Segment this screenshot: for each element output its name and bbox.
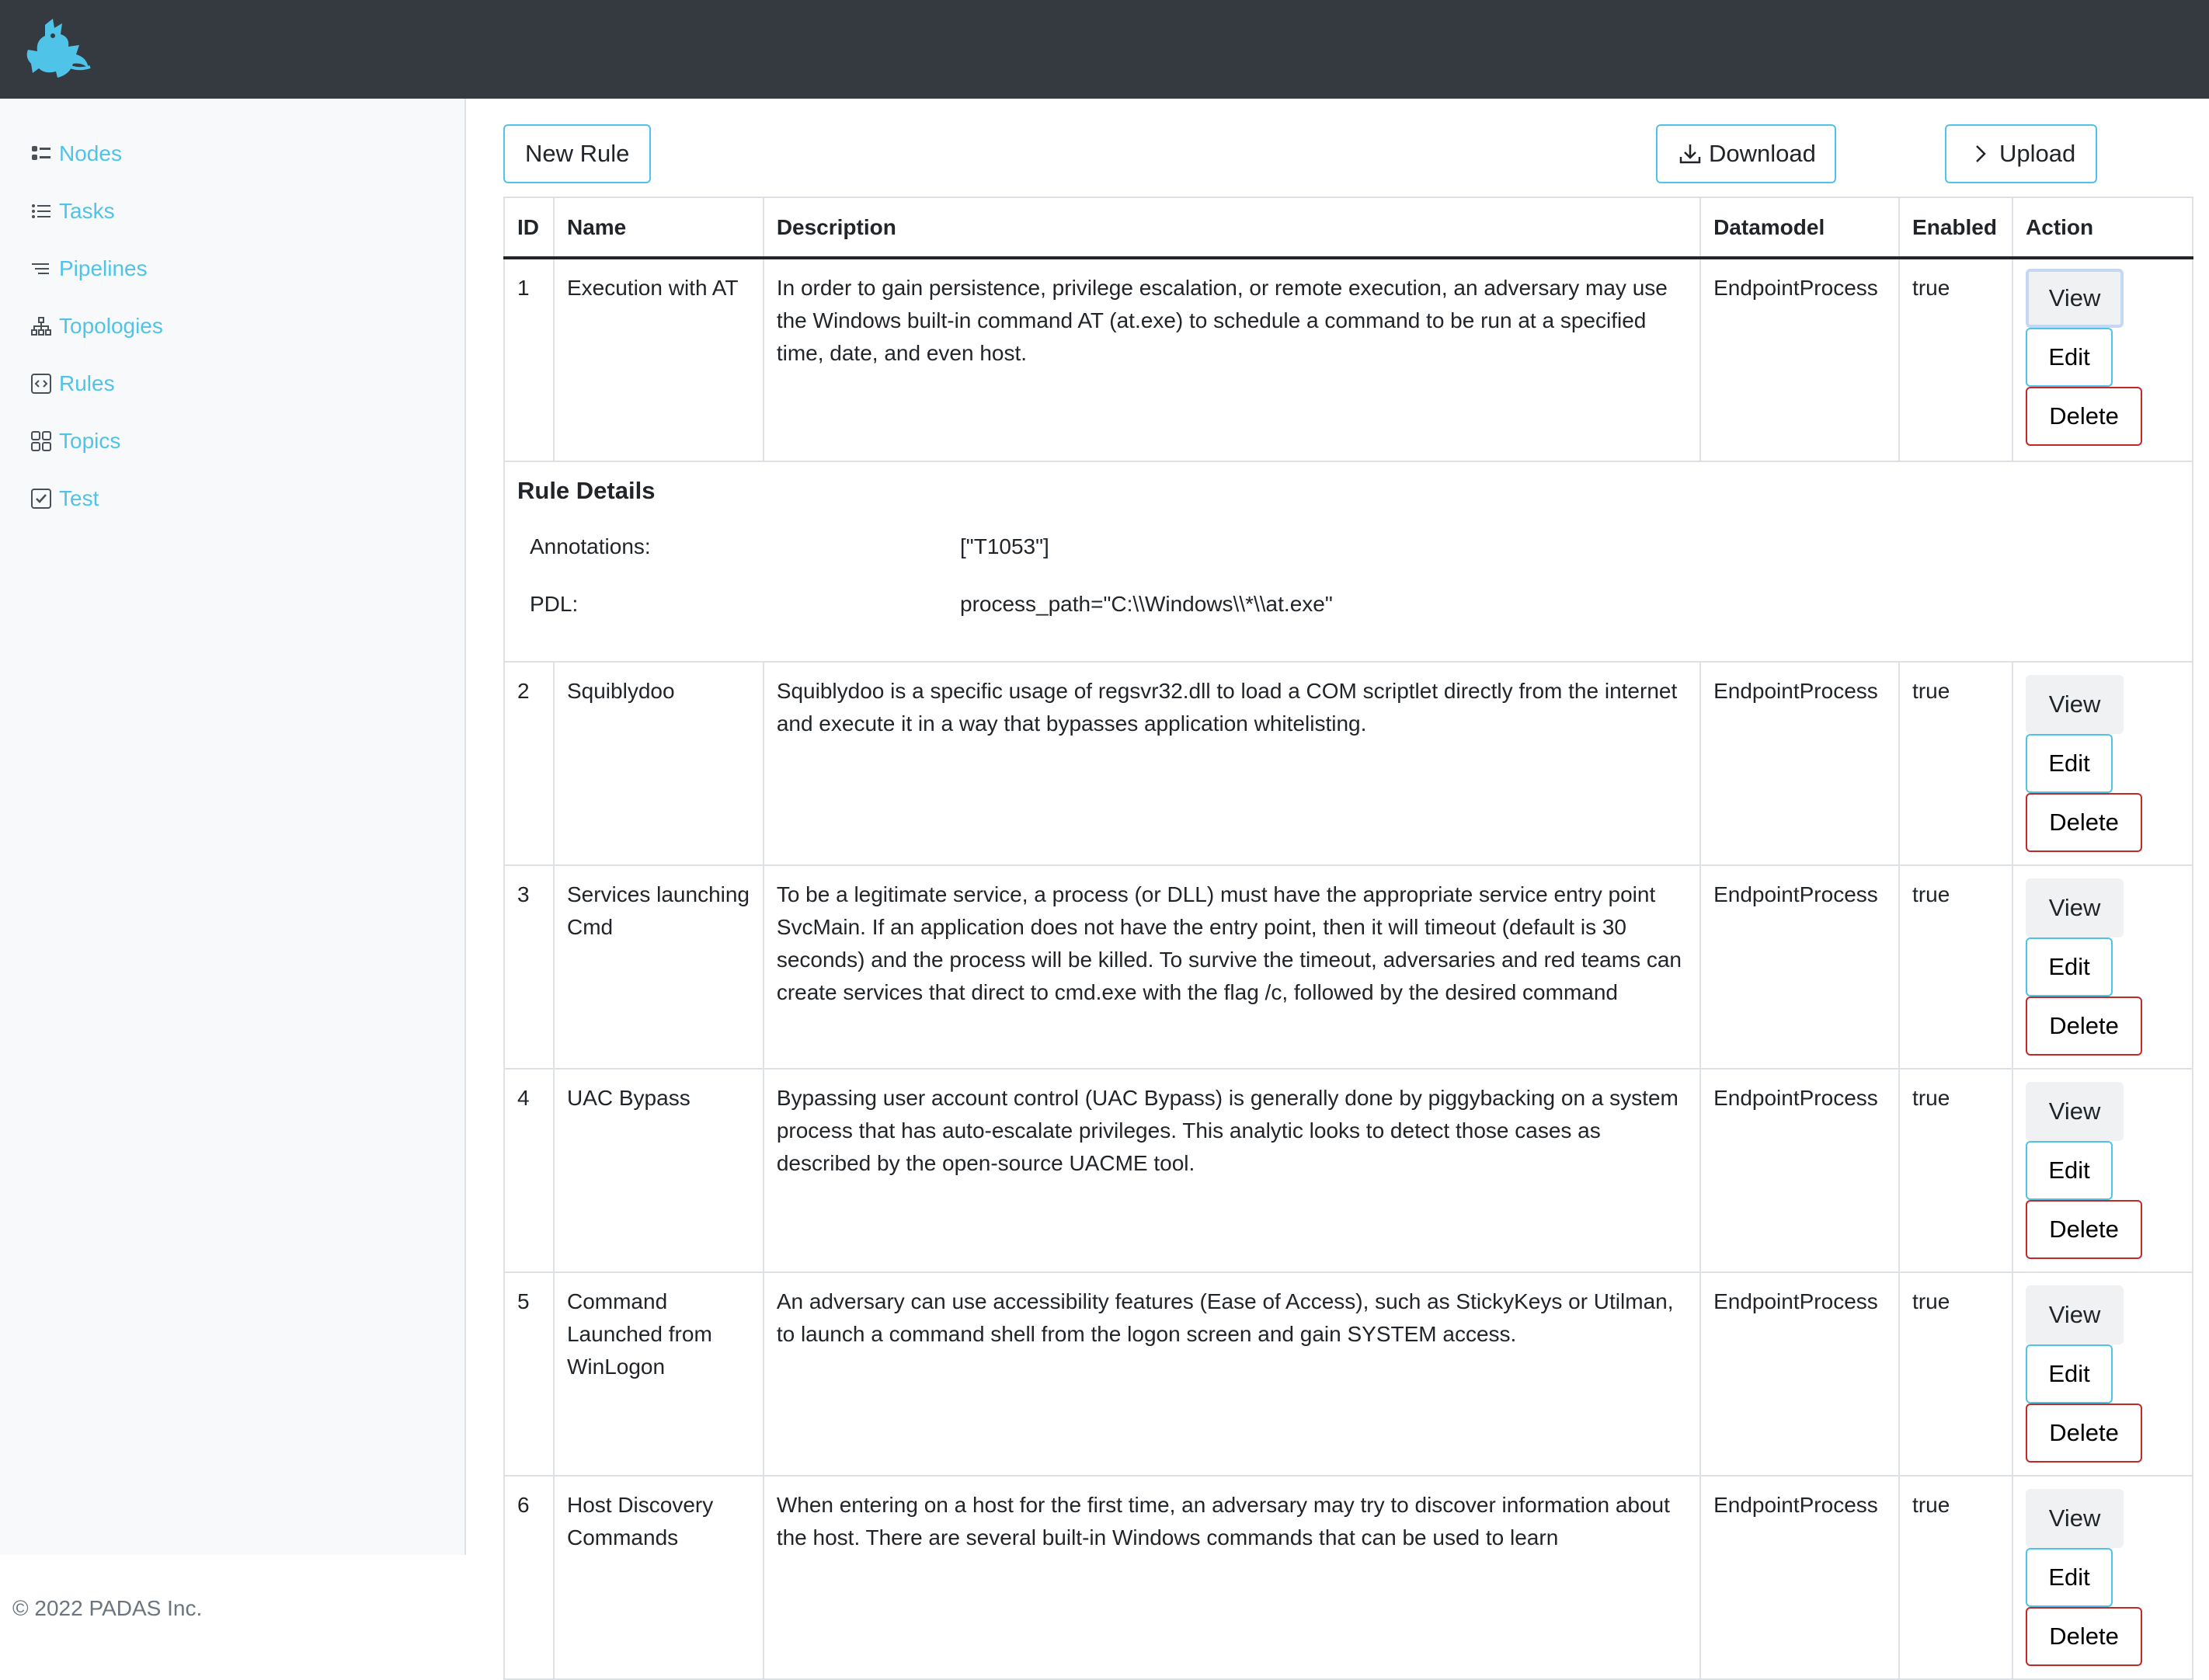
header-enabled: Enabled [1899,197,2012,258]
delete-button[interactable]: Delete [2026,1607,2142,1666]
grid-icon [30,430,53,453]
cell-actions [2012,258,2193,461]
sidebar-item-label: Test [59,486,99,510]
sidebar-item-tasks[interactable] [30,196,115,227]
header-action: Action [2012,197,2193,258]
sidebar-item-label: Pipelines [59,256,148,280]
cell-actions [2012,1476,2193,1679]
table-row [504,865,2193,1069]
delete-button[interactable]: Delete [2026,1403,2142,1463]
cell-id: 1 [504,258,554,461]
view-button[interactable]: View [2026,878,2124,937]
cell-datamodel: EndpointProcess [1700,258,1899,461]
header-name: Name [554,197,764,258]
view-button[interactable]: View [2026,1489,2124,1548]
edit-button[interactable]: Edit [2026,937,2113,997]
cell-description: In order to gain persistence, privilege escalation, or remote execution, an adversary may use the Windows built-in command AT (at.exe) to schedule a command to be run at a specified time, date, and even host. [764,258,1700,461]
sidebar-item-label: Tasks [59,199,115,223]
upload-label: Upload [1999,140,2076,167]
cell-name: UAC Bypass [554,1069,764,1272]
cell-name: Execution with AT [554,258,764,461]
cell-actions [2012,662,2193,865]
table-row [504,1476,2193,1679]
cell-actions [2012,1069,2193,1272]
pdl-value: process_path="C:\\Windows\\*\\at.exe" [960,592,1333,616]
cell-name: Services launching Cmd [554,865,764,1069]
delete-button[interactable]: Delete [2026,1200,2142,1259]
delete-button[interactable]: Delete [2026,387,2142,446]
sidebar-item-label: Topologies [59,314,163,338]
sidebar-item-label: Rules [59,371,115,395]
cell-id: 2 [504,662,554,865]
cell-description: Bypassing user account control (UAC Bypass) is generally done by piggybacking on a system process that has auto-escalate privileges. This analytic looks to detect those cases as described by the open-source UACME tool. [764,1069,1700,1272]
download-icon [1676,140,1704,168]
new-rule-label: New Rule [525,140,630,167]
chevron-right-icon [1967,140,1995,168]
download-button[interactable] [1656,124,1836,183]
nodes-icon [30,142,53,165]
sidebar-item-nodes[interactable] [30,138,122,169]
cell-enabled: true [1899,1069,2012,1272]
copyright-footer: © 2022 PADAS Inc. [12,1596,203,1620]
cell-name: Host Discovery Commands [554,1476,764,1679]
cell-description: To be a legitimate service, a process (or DLL) must have the appropriate service entry point SvcMain. If an application does not have the entry point, then it will timeout (default is 30 seconds) and the process will be killed. To survive the timeout, adversaries and red teams can create services that direct to cmd.exe with the flag /c, followed by the desired command [764,865,1700,1069]
cell-enabled: true [1899,865,2012,1069]
cell-description: Squiblydoo is a specific usage of regsvr32.dll to load a COM scriptlet directly from the internet and execute it in a way that bypasses application whitelisting. [764,662,1700,865]
top-navbar [0,0,2209,99]
edit-button[interactable]: Edit [2026,1548,2113,1607]
topology-icon [30,315,53,338]
edit-button[interactable]: Edit [2026,328,2113,387]
cell-actions [2012,1272,2193,1476]
rule-details-row [504,461,2193,662]
cell-datamodel: EndpointProcess [1700,1476,1899,1679]
cell-datamodel: EndpointProcess [1700,1069,1899,1272]
cell-description: An adversary can use accessibility features (Ease of Access), such as StickyKeys or Utilman, to launch a command shell from the logon screen and gain SYSTEM access. [764,1272,1700,1476]
cell-enabled: true [1899,1476,2012,1679]
sidebar-item-label: Topics [59,429,121,453]
view-button[interactable]: View [2026,1285,2124,1344]
annotations-value: ["T1053"] [960,534,1049,558]
cell-name: Command Launched from WinLogon [554,1272,764,1476]
cell-enabled: true [1899,662,2012,865]
annotations-label: Annotations: [530,534,651,558]
sidebar-item-topologies[interactable] [30,311,163,342]
dragon-logo-icon[interactable] [22,17,92,81]
table-row [504,662,2193,865]
upload-button[interactable] [1945,124,2097,183]
delete-button[interactable]: Delete [2026,997,2142,1056]
cell-datamodel: EndpointProcess [1700,1272,1899,1476]
new-rule-button[interactable] [503,124,651,183]
header-id: ID [504,197,554,258]
rule-details-panel [504,461,2193,662]
edit-button[interactable]: Edit [2026,1344,2113,1403]
sidebar-item-test[interactable] [30,483,99,514]
view-button[interactable]: View [2026,675,2124,734]
cell-id: 4 [504,1069,554,1272]
table-header-row [504,197,2193,258]
annotations-row [517,518,2179,576]
sidebar-item-topics[interactable] [30,426,120,457]
cell-datamodel: EndpointProcess [1700,865,1899,1069]
cell-id: 3 [504,865,554,1069]
cell-datamodel: EndpointProcess [1700,662,1899,865]
sidebar [0,99,466,1620]
sidebar-item-pipelines[interactable] [30,253,148,284]
edit-button[interactable]: Edit [2026,734,2113,793]
pdl-row [517,576,2179,633]
pdl-label: PDL: [530,592,579,616]
cell-enabled: true [1899,1272,2012,1476]
table-row [504,1272,2193,1476]
cell-enabled: true [1899,258,2012,461]
cell-actions [2012,865,2193,1069]
view-button[interactable]: View [2026,269,2124,328]
header-description: Description [764,197,1700,258]
delete-button[interactable]: Delete [2026,793,2142,852]
cell-id: 5 [504,1272,554,1476]
rule-details-title: Rule Details [517,477,656,504]
download-label: Download [1709,140,1816,167]
pipeline-icon [30,257,53,280]
sidebar-item-rules[interactable] [30,368,115,399]
code-icon [30,372,53,395]
cell-description: When entering on a host for the first time, an adversary may try to discover information about the host. There are several built-in Windows commands that can be used to learn [764,1476,1700,1679]
table-row [504,258,2193,461]
sidebar-item-label: Nodes [59,141,122,165]
cell-name: Squiblydoo [554,662,764,865]
table-row [504,1069,2193,1272]
cell-id: 6 [504,1476,554,1679]
header-datamodel: Datamodel [1700,197,1899,258]
edit-button[interactable]: Edit [2026,1141,2113,1200]
rules-table [503,197,2193,1680]
checkbox-icon [30,487,53,510]
list-icon [30,200,53,223]
view-button[interactable]: View [2026,1082,2124,1141]
